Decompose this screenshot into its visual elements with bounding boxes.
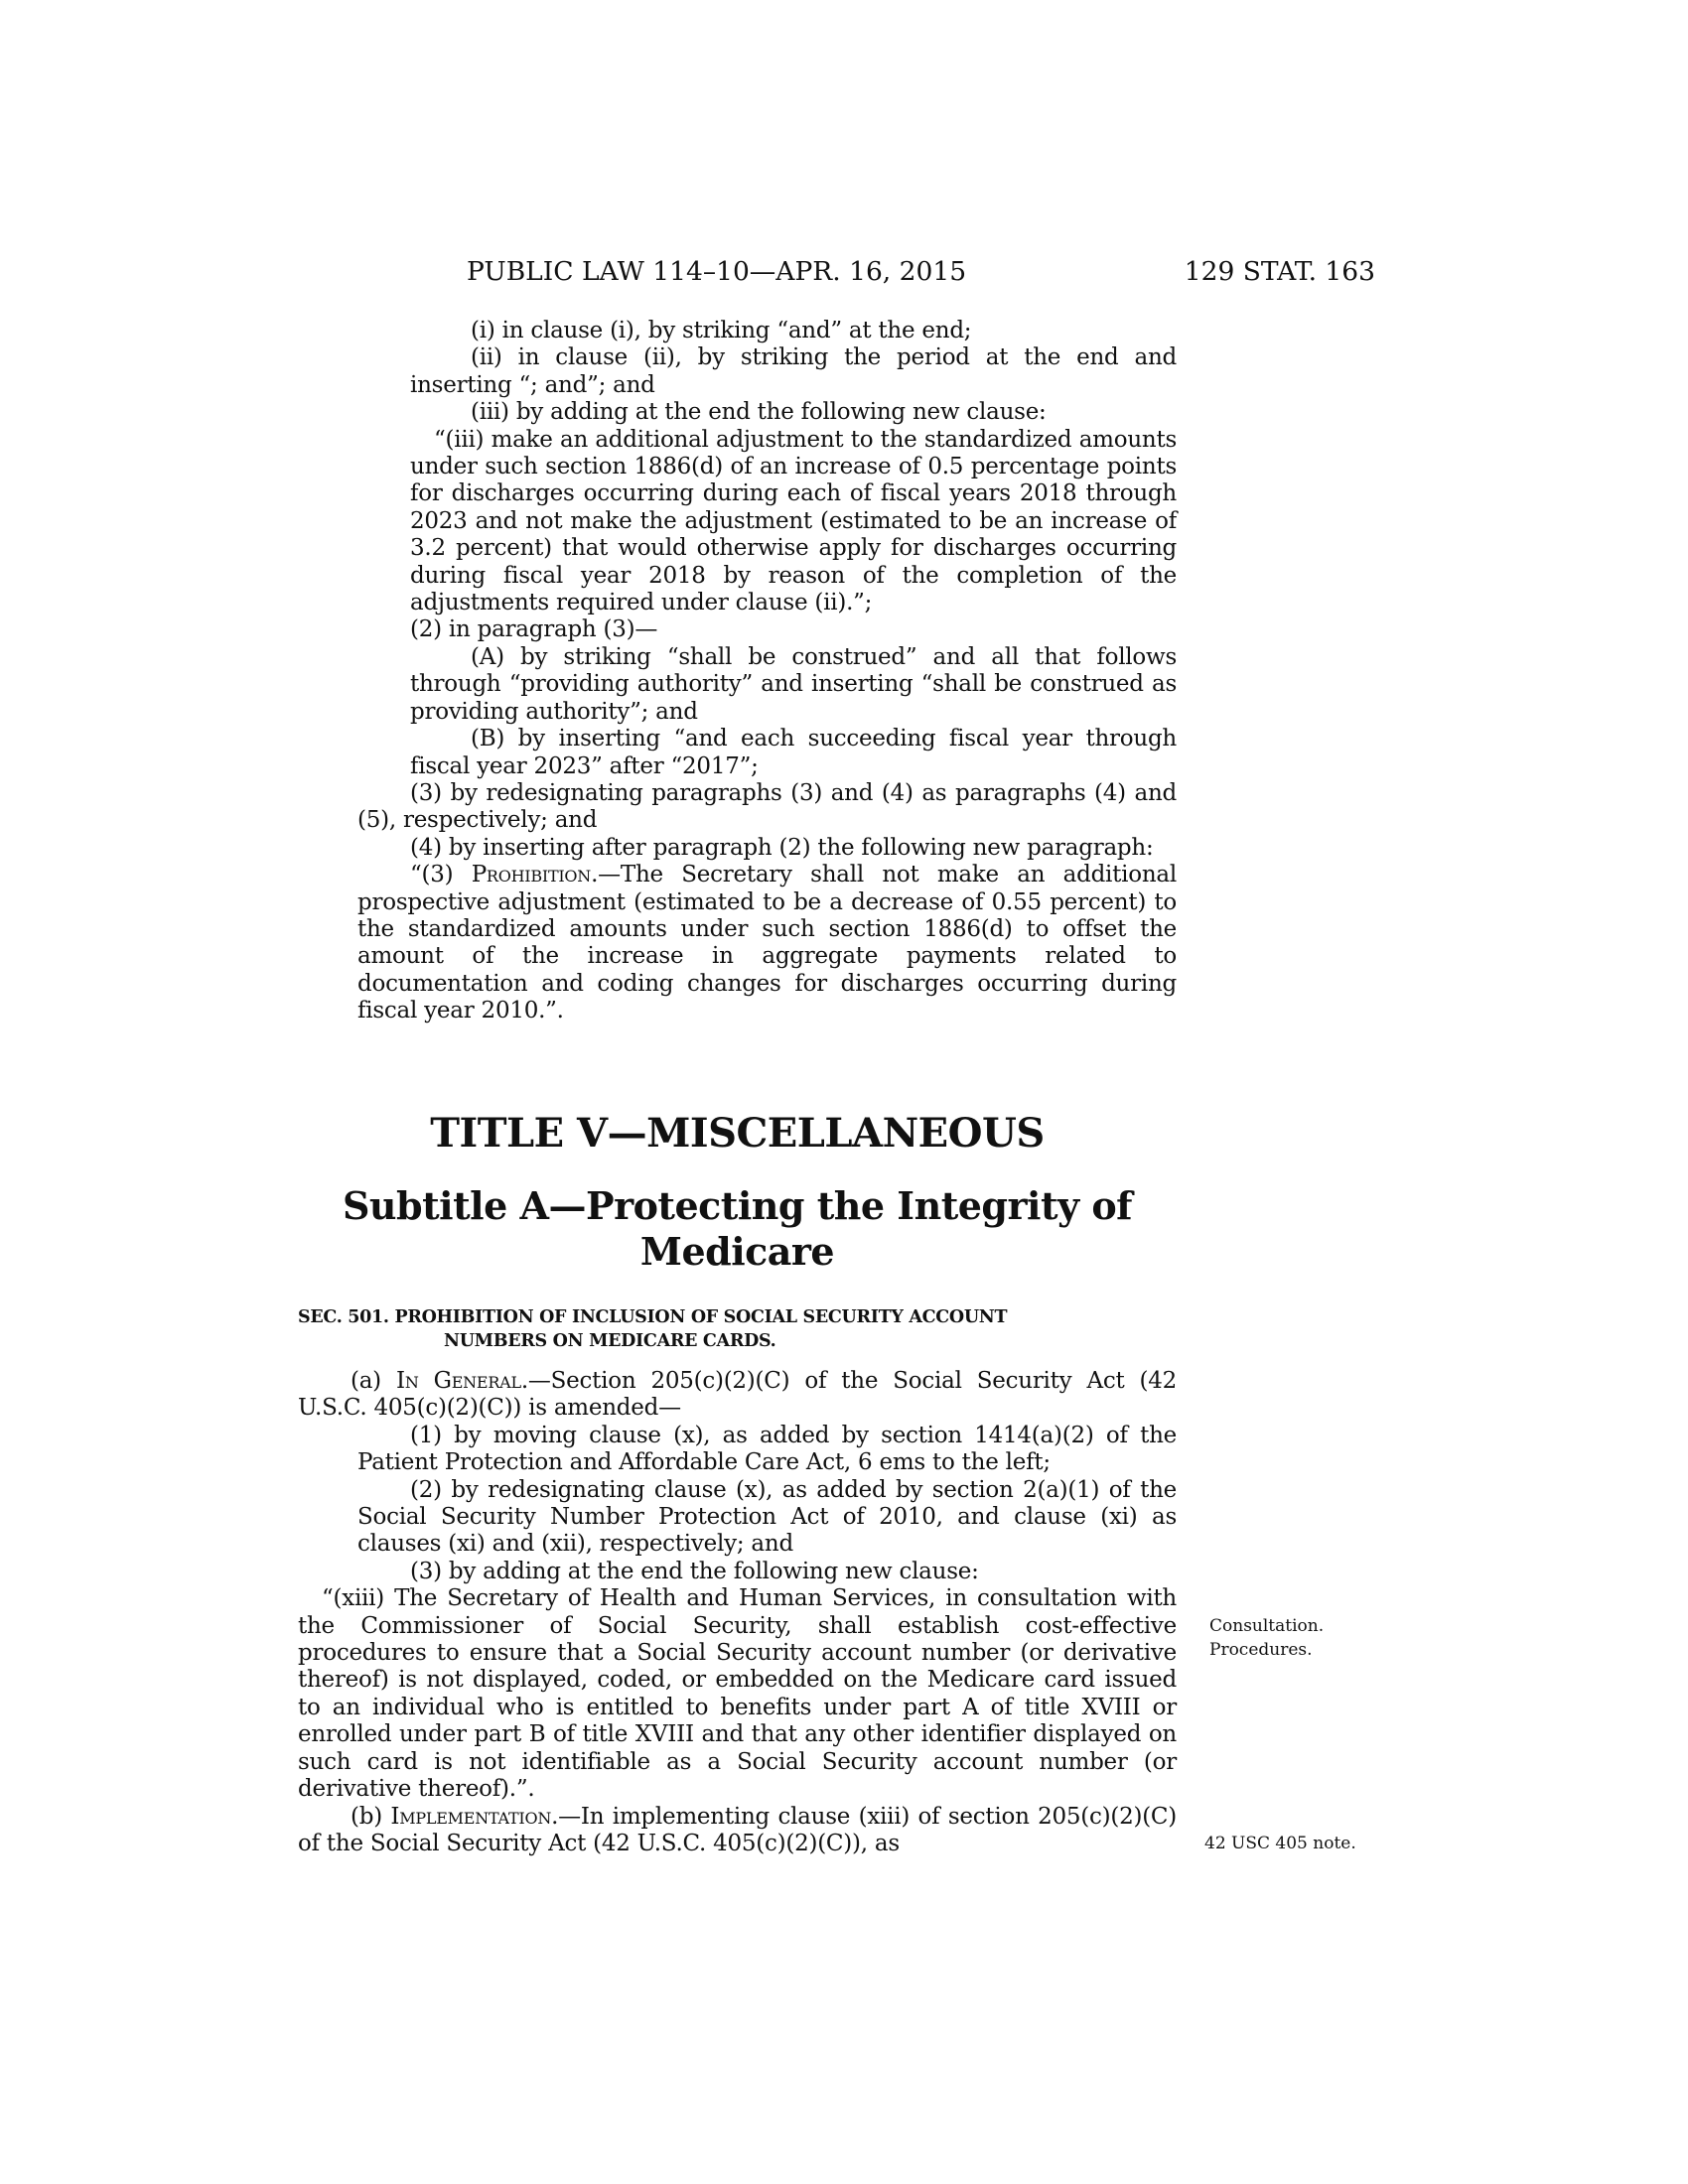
- section-heading-line-2: NUMBERS ON MEDICARE CARDS.: [444, 1331, 776, 1351]
- title-heading: TITLE V—MISCELLANEOUS: [430, 1110, 1045, 1157]
- subsection-a-item-2: (2) by redesignating clause (x), as added by section 2(a)(1) of the Social Security Number Protection Act of 2010, and clause (xi) as clauses (xi) and (xii), respectively; and: [357, 1476, 1177, 1558]
- amendment-text-block: [298, 318, 1177, 1025]
- margin-note-procedures: Procedures.: [1209, 1640, 1313, 1660]
- prohibition-lead: “(3): [410, 862, 472, 888]
- subtitle-line-1: Subtitle A—Protecting the Integrity of: [342, 1183, 1133, 1228]
- subsection-b-text: .—In implementing clause (xiii) of section 205(c)(2)(C) of the Social Security Act (42 U.S.C. 405(c)(2)(C)), as: [298, 1803, 1177, 1856]
- running-title: PUBLIC LAW 114–10—APR. 16, 2015: [467, 256, 967, 287]
- stat-citation: 129 STAT. 163: [1184, 256, 1375, 287]
- subsection-b-lead: (b): [351, 1803, 391, 1830]
- new-clause-xiii: “(xiii) The Secretary of Health and Human Services, in consultation with the Commissioner of Social Security, shall establish cost-effective procedures to ensure that a Social Security account number (or derivative thereof) is not displayed, coded, or embedded on the Medicare card issued to an individual who is entitled to benefits under part A of title XVIII or enrolled under part B of title XVIII and that any other identifier displayed on such card is not identifiable as a Social Security account number (or derivative thereof).”.: [298, 1585, 1177, 1803]
- paragraph-4: (4) by inserting after paragraph (2) the following new paragraph:: [410, 834, 1154, 861]
- clause-iii-amendment: (iii) by adding at the end the following new clause:: [471, 399, 1047, 426]
- subsection-a-item-1: (1) by moving clause (x), as added by section 1414(a)(2) of the Patient Protection and Affordable Care Act, 6 ems to the left;: [357, 1422, 1177, 1476]
- paragraph-2-intro: (2) in paragraph (3)—: [410, 616, 658, 643]
- subsection-a-text: .—Section 205(c)(2)(C) of the Social Security Act (42 U.S.C. 405(c)(2)(C)) is amended—: [298, 1368, 1177, 1422]
- prohibition-label: Prohibition: [471, 862, 592, 888]
- paragraph-2-a: (A) by striking “shall be construed” and all that follows through “providing authority” and inserting “shall be construed as providing authority”; and: [410, 643, 1177, 725]
- paragraph-3: (3) by redesignating paragraphs (3) and (4) as paragraphs (4) and (5), respectively; and: [357, 779, 1177, 834]
- running-header: [467, 256, 1375, 296]
- subtitle-line-2: Medicare: [639, 1229, 835, 1274]
- subsection-b-label: Implementation: [390, 1803, 552, 1830]
- prohibition-paragraph: [298, 862, 1177, 1024]
- subtitle-heading: [298, 1183, 1177, 1275]
- subsection-a-item-3: (3) by adding at the end the following new clause:: [410, 1558, 979, 1584]
- section-501-body: [298, 1368, 1177, 1857]
- subsection-a: [298, 1368, 1177, 1423]
- subsection-b: [298, 1804, 1177, 1858]
- clause-i-amendment: (i) in clause (i), by striking “and” at the end;: [471, 318, 972, 343]
- section-heading-line-1: SEC. 501. PROHIBITION OF INCLUSION OF SOCIAL SECURITY ACCOUNT: [298, 1307, 1008, 1327]
- prohibition-text: .—The Secretary shall not make an additional prospective adjustment (estimated to be a decrease of 0.55 percent) to the standardized amounts under such section 1886(d) to offset the amount of the increase in aggregate payments related to documentation and coding changes for discharges occurring during fiscal year 2010.”.: [357, 862, 1177, 1024]
- paragraph-2-b: (B) by inserting “and each succeeding fiscal year through fiscal year 2023” after “2017”;: [410, 726, 1177, 779]
- new-clause-iii: “(iii) make an additional adjustment to the standardized amounts under such section 1886(d) of an increase of 0.5 percentage points for discharges occurring during each of fiscal years 2018 through 2023 and not make the adjustment (estimated to be an increase of 3.2 percent) that would otherwise apply for discharges occurring during fiscal year 2018 by reason of the completion of the adjustments required under clause (ii).”;: [410, 426, 1177, 616]
- section-heading: [298, 1305, 1177, 1353]
- subsection-a-lead: (a): [351, 1368, 396, 1394]
- margin-note-usc: 42 USC 405 note.: [1204, 1834, 1356, 1853]
- subsection-a-label: In General: [395, 1368, 521, 1394]
- margin-note-consultation: Consultation.: [1209, 1616, 1325, 1636]
- clause-ii-amendment: (ii) in clause (ii), by striking the period at the end and inserting “; and”; and: [410, 344, 1177, 398]
